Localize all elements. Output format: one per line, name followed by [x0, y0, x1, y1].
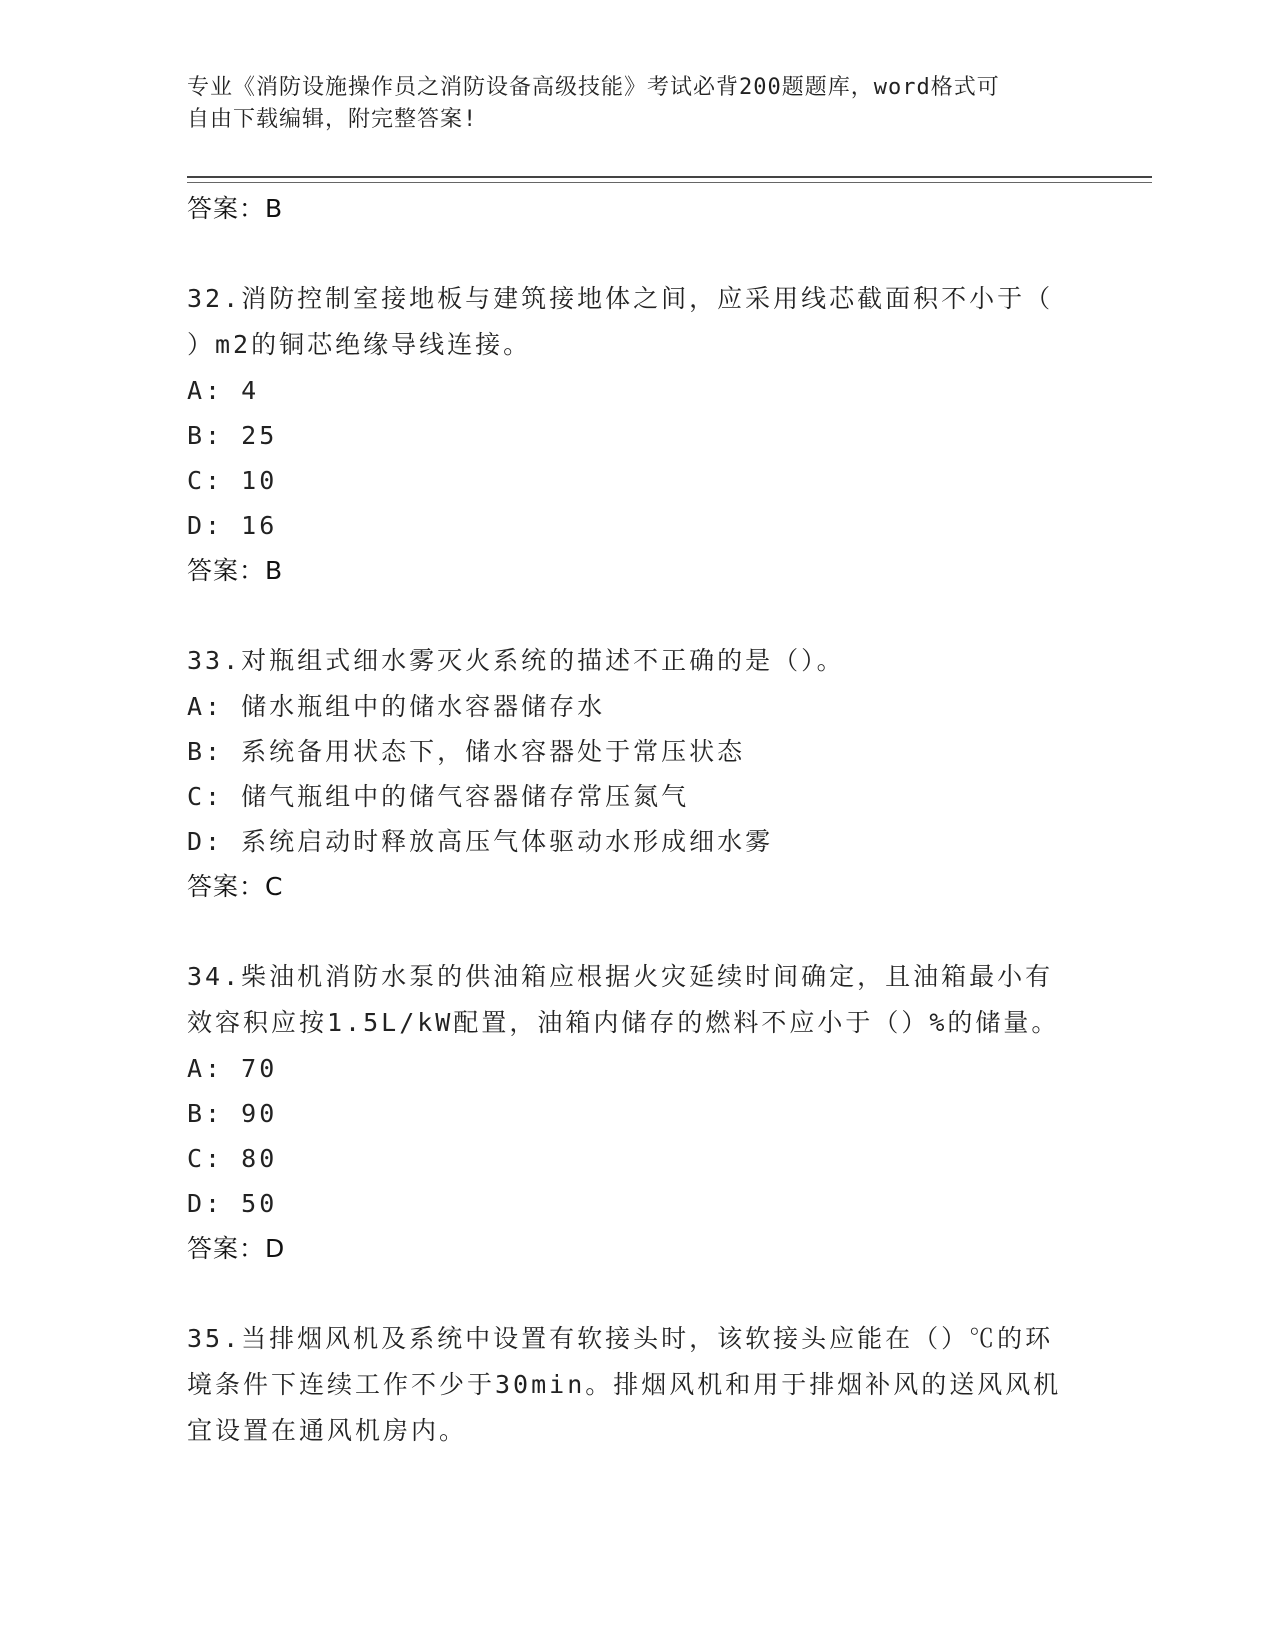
question-text: [187, 276, 1087, 368]
question-text: [187, 954, 1087, 1046]
question-block: [187, 276, 1087, 638]
question-text-line: 34.柴油机消防水泵的供油箱应根据火灾延续时间确定，且油箱最小有: [187, 962, 1054, 991]
question-text-line: ）m2的铜芯绝缘导线连接。: [187, 330, 532, 359]
question-list: [187, 186, 1087, 1454]
option-c: C: 10: [187, 466, 278, 495]
answer-line: 答案：C: [187, 872, 284, 901]
question-text-line: 境条件下连续工作不少于30min。排烟风机和用于排烟补风的送风风机: [187, 1370, 1062, 1399]
option-d: D: 系统启动时释放高压气体驱动水形成细水雾: [187, 827, 774, 856]
question-block: [187, 1316, 1087, 1454]
header-rule-thin: [187, 182, 1152, 183]
question-text-line: 35.当排烟风机及系统中设置有软接头时，该软接头应能在（）℃的环: [187, 1324, 1054, 1353]
document-header: [187, 72, 1087, 136]
option-c: C: 储气瓶组中的储气容器储存常压氮气: [187, 782, 690, 811]
question-text-line: 宜设置在通风机房内。: [187, 1416, 468, 1445]
header-line-2: 自由下载编辑，附完整答案!: [187, 107, 478, 132]
question-block: [187, 638, 1087, 954]
answer-line: 答案：B: [187, 194, 284, 223]
answer-line: 答案：B: [187, 556, 284, 585]
header-line-1: 专业《消防设施操作员之消防设备高级技能》考试必背200题题库，word格式可: [187, 75, 1000, 100]
option-d: D: 50: [187, 1189, 278, 1218]
option-b: B: 系统备用状态下，储水容器处于常压状态: [187, 737, 746, 766]
question-text-line: 33.对瓶组式细水雾灭火系统的描述不正确的是（）。: [187, 646, 845, 675]
question-text-line: 效容积应按1.5L/kW配置，油箱内储存的燃料不应小于（）%的储量。: [187, 1008, 1060, 1037]
option-b: B: 90: [187, 1099, 278, 1128]
question-text: [187, 638, 1087, 684]
header-rule-thick: [187, 176, 1152, 178]
option-a: A: 4: [187, 376, 260, 405]
answer-line: 答案：D: [187, 1234, 286, 1263]
option-a: A: 70: [187, 1054, 278, 1083]
option-a: A: 储水瓶组中的储水容器储存水: [187, 692, 606, 721]
question-text-line: 32.消防控制室接地板与建筑接地体之间，应采用线芯截面积不小于（: [187, 284, 1054, 313]
question-text: [187, 1316, 1087, 1454]
option-b: B: 25: [187, 421, 278, 450]
option-d: D: 16: [187, 511, 278, 540]
question-block: [187, 954, 1087, 1316]
option-c: C: 80: [187, 1144, 278, 1173]
